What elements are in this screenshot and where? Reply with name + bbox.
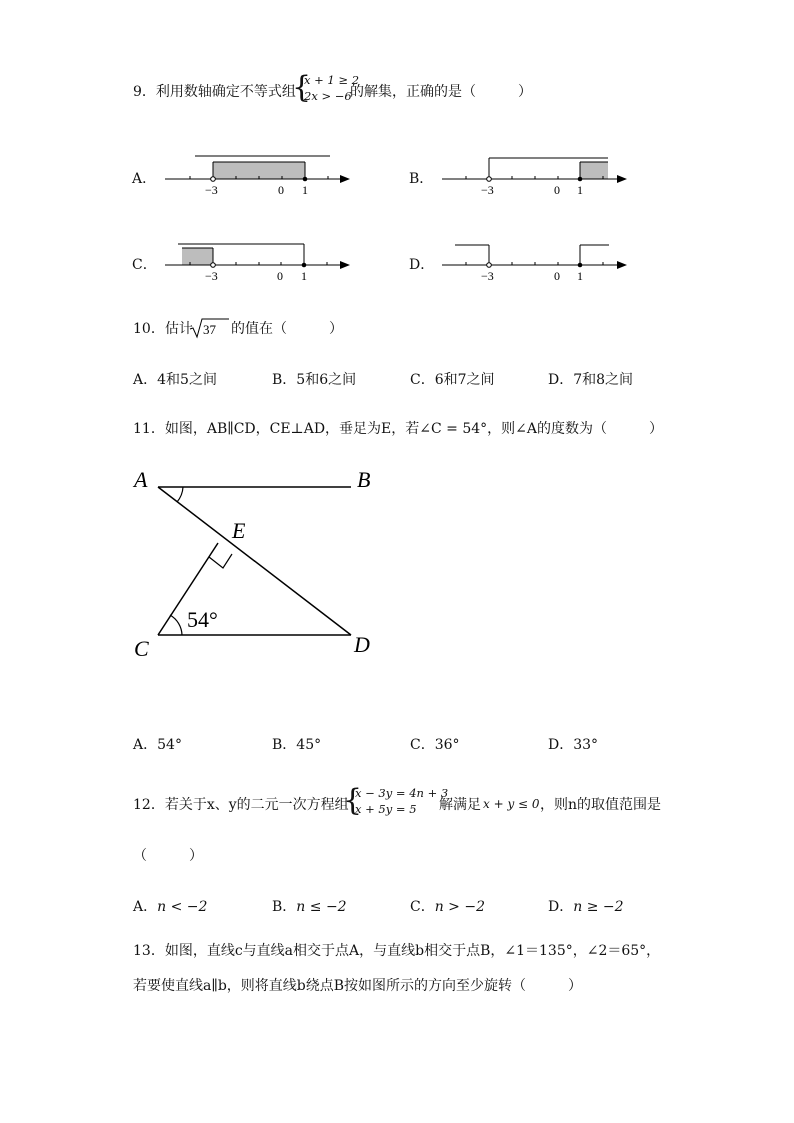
q9-option-b-tick-0: 0 bbox=[554, 183, 560, 197]
q9-option-a-tick-neg3: −3 bbox=[205, 183, 218, 197]
q11-label-e: E bbox=[232, 518, 246, 543]
q9-option-d-number-line bbox=[437, 236, 637, 286]
q9-option-b-label: B． bbox=[409, 171, 434, 187]
q11-figure bbox=[125, 460, 395, 670]
q11-label-c: C bbox=[134, 636, 149, 661]
q9-option-c-number-line bbox=[160, 236, 360, 286]
q12-option-b: B．n ≤ −2 bbox=[272, 899, 347, 915]
q11-text: 如图，AB∥CD，CE⊥AD，垂足为E，若∠C = 54°，则∠A的度数为（ ） bbox=[164, 421, 664, 437]
q12-option-c: C．n > −2 bbox=[410, 899, 486, 915]
q9-option-a-closed-point bbox=[303, 177, 308, 182]
q13-text-1: 如图，直线c与直线a相交于点A，与直线b相交于点B，∠1＝135°，∠2＝65°， bbox=[164, 943, 661, 959]
q9-prefix: 利用数轴确定不等式组 bbox=[155, 84, 296, 100]
q11-label-a: A bbox=[134, 467, 148, 492]
q9-option-a-label: A． bbox=[132, 171, 157, 187]
q9-option-b-tick-neg3: −3 bbox=[481, 183, 494, 197]
q9-option-c-closed-point bbox=[302, 263, 307, 268]
q9-option-a-number-line bbox=[160, 150, 360, 200]
q12-stem bbox=[133, 796, 349, 814]
q12-system bbox=[355, 785, 448, 817]
q12-option-d: D．n ≥ −2 bbox=[548, 899, 624, 915]
q9-system-line-1: x + 1 ≥ 2 bbox=[304, 73, 360, 87]
q12-option-a: A．n < −2 bbox=[133, 899, 208, 915]
q12-system-line-2: x + 5y = 5 bbox=[355, 802, 417, 816]
q9-option-d-tick-0: 0 bbox=[554, 269, 560, 283]
q10-radicand: 37 bbox=[203, 322, 216, 337]
q10-prefix: 估计 bbox=[164, 321, 193, 337]
q9-option-a-tick-0: 0 bbox=[278, 183, 284, 197]
q13-number: 13． bbox=[133, 943, 165, 959]
q11-right-angle-mark bbox=[209, 554, 232, 568]
q10-suffix: 的值在（ ） bbox=[231, 321, 343, 337]
q12-paren: （ ） bbox=[133, 848, 203, 864]
q9-option-d-closed-point bbox=[578, 263, 583, 268]
q12-prefix: 若关于x、y的二元一次方程组 bbox=[164, 797, 349, 813]
q11-option-c: C．36° bbox=[410, 737, 460, 753]
q11-option-d: D．33° bbox=[548, 737, 599, 753]
q11-label-d: D bbox=[354, 632, 370, 657]
q9-number: 9． bbox=[133, 84, 156, 100]
q9-option-c-tick-neg3: −3 bbox=[205, 269, 218, 283]
q13-line-2: 若要使直线a∥b，则将直线b绕点B按如图所示的方向至少旋转（ ） bbox=[133, 978, 583, 994]
q9-stem bbox=[133, 83, 296, 101]
q9-option-d-tick-neg3: −3 bbox=[481, 269, 494, 283]
q10-sqrt-sign bbox=[189, 317, 231, 339]
q10-option-b: B．5和6之间 bbox=[272, 372, 357, 388]
q10-option-c: C．6和7之间 bbox=[410, 372, 495, 388]
q9-system-brace: { bbox=[292, 70, 312, 105]
q9-option-b-open-point bbox=[487, 177, 492, 182]
q9-option-b-number-line bbox=[437, 150, 637, 200]
q9-option-c-tick-0: 0 bbox=[277, 269, 283, 283]
q11-number: 11． bbox=[133, 421, 165, 437]
q12-mid: 解满足 bbox=[439, 797, 481, 813]
q12-suffix: ，则n的取值范围是 bbox=[540, 797, 662, 813]
q9-option-c-tick-1: 1 bbox=[301, 269, 307, 283]
q9-option-b-closed-point bbox=[578, 177, 583, 182]
q10-number: 10． bbox=[133, 321, 165, 337]
q10-option-a: A．4和5之间 bbox=[133, 372, 217, 388]
q10-option-d: D．7和8之间 bbox=[548, 372, 634, 388]
q12-number: 12． bbox=[133, 797, 165, 813]
q12-condition: x + y ≤ 0 bbox=[483, 797, 540, 811]
q10-stem bbox=[133, 320, 193, 338]
q9-option-b-shade bbox=[580, 162, 608, 179]
q11-option-a: A．54° bbox=[133, 737, 182, 753]
q11-option-b: B．45° bbox=[272, 737, 322, 753]
q9-option-d-open-point bbox=[487, 263, 492, 268]
q11-stem bbox=[133, 420, 663, 438]
q11-angle-a-arc bbox=[177, 487, 183, 502]
q12-system-brace: { bbox=[343, 783, 363, 818]
q9-system-line-2: 2x > −6 bbox=[304, 89, 352, 103]
q11-angle-c-arc bbox=[170, 615, 182, 635]
q9-suffix: 的解集，正确的是（ ） bbox=[350, 84, 532, 100]
q9-option-c-label: C． bbox=[132, 257, 157, 273]
q9-option-c-open-point bbox=[211, 263, 216, 268]
q9-option-c-shade bbox=[182, 248, 213, 265]
q9-option-a-open-point bbox=[211, 177, 216, 182]
q13-line-1 bbox=[133, 942, 660, 960]
q9-option-d-label: D． bbox=[409, 257, 435, 273]
q11-label-b: B bbox=[357, 467, 371, 492]
q11-angle-label: 54° bbox=[187, 607, 218, 632]
q9-option-a-tick-1: 1 bbox=[302, 183, 308, 197]
q12-system-line-1: x − 3y = 4n + 3 bbox=[355, 786, 449, 800]
q9-option-b-tick-1: 1 bbox=[577, 183, 583, 197]
q9-option-d-tick-1: 1 bbox=[577, 269, 583, 283]
